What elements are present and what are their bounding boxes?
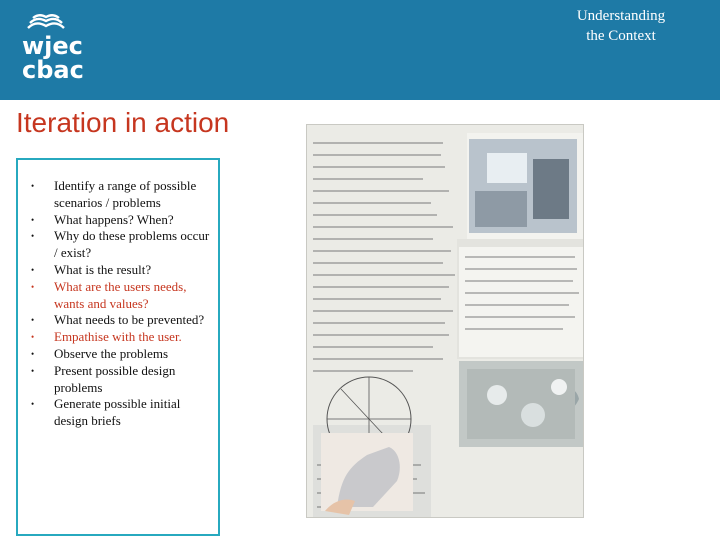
logo-text-cbac: cbac [22,56,84,84]
logo-text-wjec: wjec [22,32,83,60]
slide-title: Iteration in action [16,107,230,138]
section-title-line-2: the Context [586,28,656,44]
bullet-item [18,279,218,313]
bullet-item [18,329,218,346]
wjec-cbac-logo [18,14,98,84]
bullet-dot: • [31,214,35,225]
bullet-dot: • [31,399,35,410]
bullet-dot: • [31,181,35,191]
bullet-text: Empathise with the user. [54,329,182,345]
bullet-text: What are the users needs, wants and values? [54,278,187,311]
bullet-item [18,396,218,430]
bullet-dot: • [31,231,35,242]
bullet-text: Present possible design problems [54,362,176,395]
sketchbook-photo [306,124,584,518]
bullet-item [18,178,218,212]
bullet-item [18,312,218,329]
handwritten-notes-image [307,125,584,518]
bullet-dot: • [31,365,35,376]
bullet-dot: • [31,281,35,292]
bullet-item [18,363,218,397]
bullet-dot: • [31,348,35,359]
bullet-text: What happens? When? [54,211,174,227]
bullet-dot: • [31,332,35,343]
bullet-list [18,178,218,430]
open-book-icon [26,14,66,30]
bullet-item [18,346,218,363]
bullet-text: What needs to be prevented? [54,312,205,328]
bullet-item [18,228,218,262]
bullet-item [18,262,218,279]
bullet-list-box [16,158,220,536]
bullet-dot: • [31,315,35,326]
bullet-text: Observe the problems [54,345,169,361]
bullet-text: Why do these problems occur / exist? [54,228,210,261]
bullet-dot: • [31,264,35,275]
bullet-text: Generate possible initial design briefs [54,396,181,429]
section-title [556,6,686,46]
bullet-item [18,212,218,229]
bullet-text: Identify a range of possible scenarios / problems [54,178,197,210]
section-title-line-1: Understanding [576,8,666,24]
bullet-text: What is the result? [54,261,152,277]
